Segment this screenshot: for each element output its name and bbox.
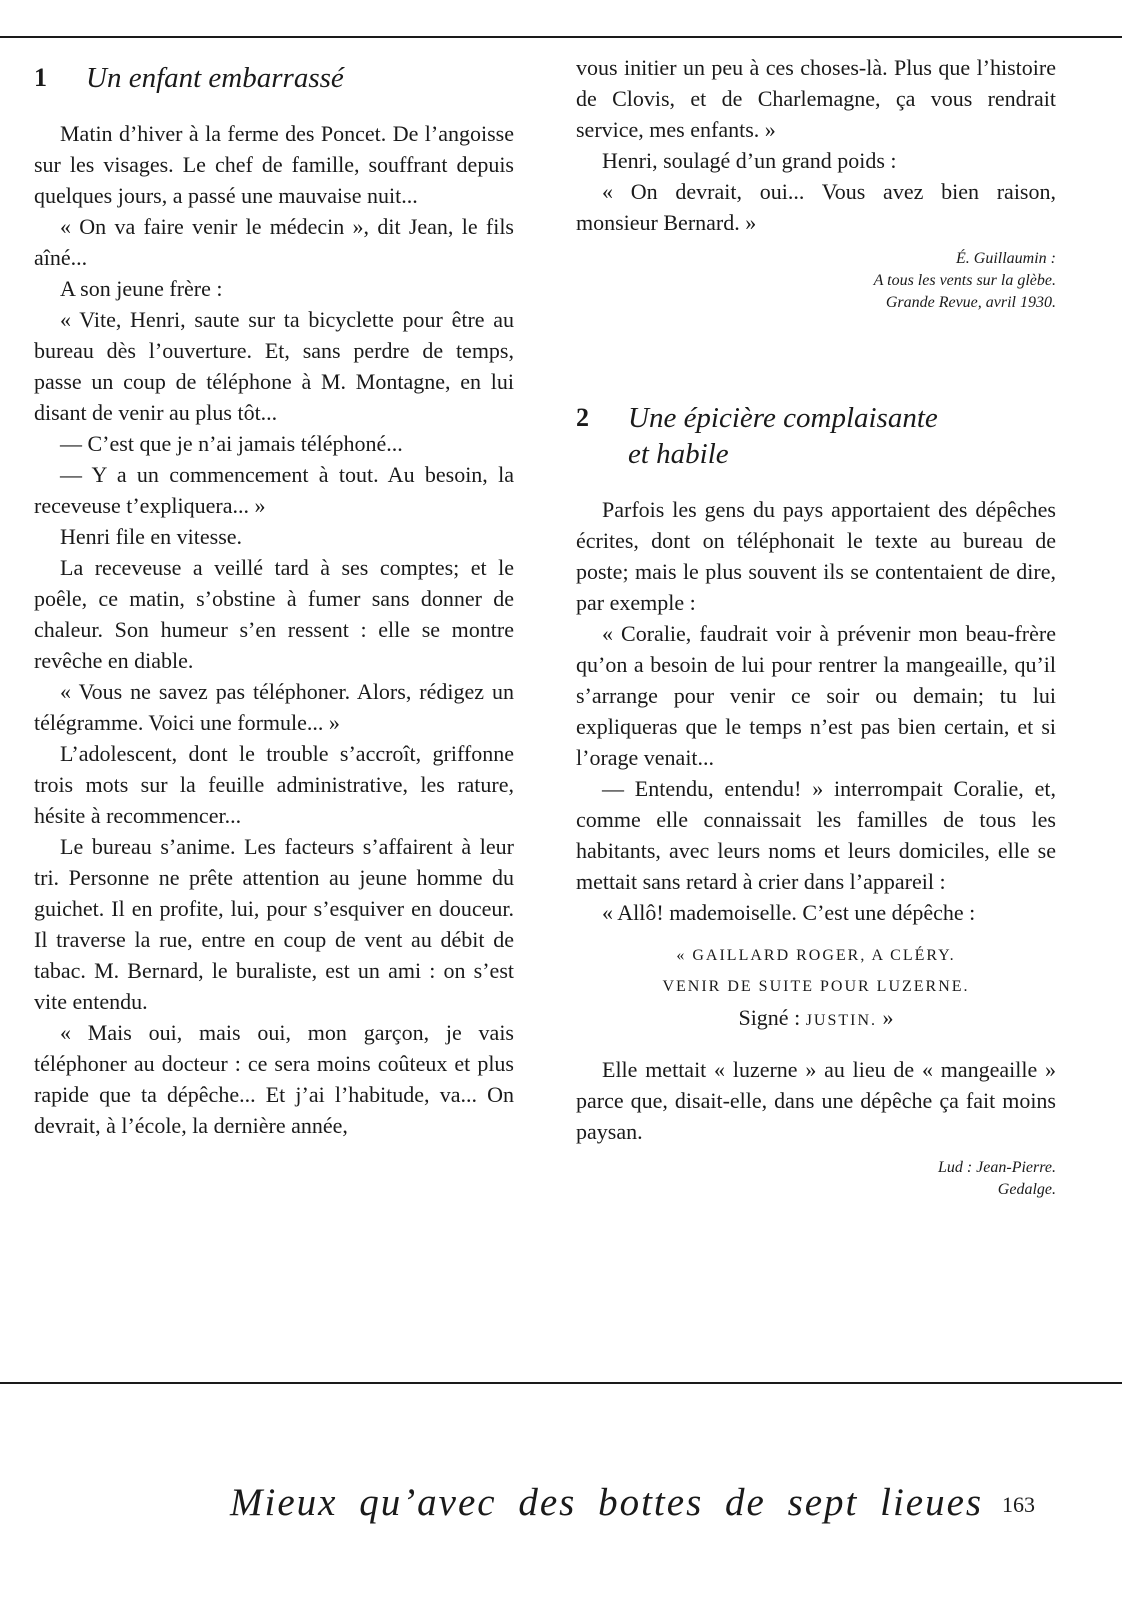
paragraph: Le bureau s’anime. Les facteurs s’affairent à leur tri. Personne ne prête attention au jeune homme du guichet. Il en profite, lui, pour s’esquiver en douceur. Il traverse la rue, entre en coup de vent au débit de tabac. M. Bernard, le buraliste, est un ami : on s’est vite entendu. xyxy=(34,834,514,1014)
top-rule xyxy=(0,36,1122,38)
paragraph: Parfois les gens du pays apportaient des dépêches écrites, dont on téléphonait le texte au bureau de poste; mais le plus souvent ils se contentaient de dire, par exemple : xyxy=(576,497,1056,615)
paragraph-continuation: vous initier un peu à ces choses-là. Plus que l’histoire de Clovis, et de Charlemagne, ça vous rendrait service, mes enfants. » xyxy=(576,55,1056,142)
source-work: Gedalge. xyxy=(997,1181,1056,1198)
paragraph: « Allô! mademoiselle. C’est une dépêche : xyxy=(602,900,976,925)
section-2-source xyxy=(576,1157,1056,1201)
page-number: 163 xyxy=(1002,1492,1035,1517)
section-2-title-line-1: Une épicière complaisante xyxy=(628,402,938,434)
left-column xyxy=(34,52,514,1141)
section-1-title: Un enfant embarrassé xyxy=(86,62,344,94)
section-2-title-line-2: et habile xyxy=(628,438,729,470)
paragraph: « On va faire venir le médecin », dit Jean, le fils aîné... xyxy=(34,214,514,270)
paragraph: « Vous ne savez pas téléphoner. Alors, rédigez un télégramme. Voici une formule... » xyxy=(34,679,514,735)
signed-label: Signé : xyxy=(738,1005,801,1030)
paragraph: « On devrait, oui... Vous avez bien raison, monsieur Bernard. » xyxy=(576,179,1056,235)
right-column xyxy=(576,52,1056,1201)
paragraph: « Coralie, faudrait voir à prévenir mon beau-frère qu’on a besoin de lui pour rentrer la mangeaille, qu’il s’arrange pour venir ce soir ou demain; tu lui expliqueras que le temps n’est pas bien certain, et si l’orage venait... xyxy=(576,621,1056,770)
paragraph: — Y a un commencement à tout. Au besoin, la receveuse t’expliquera... » xyxy=(34,462,514,518)
section-1-heading xyxy=(34,60,514,96)
telegram-close-quote: » xyxy=(882,1005,894,1030)
signed-name: JUSTIN. xyxy=(805,1012,878,1029)
telegram-line-2: VENIR DE SUITE POUR LUZERNE. xyxy=(662,978,970,995)
paragraph: L’adolescent, dont le trouble s’accroît, griffonne trois mots sur la feuille administrative, les rature, hésite à recommencer... xyxy=(34,741,514,828)
section-2-number: 2 xyxy=(576,403,589,432)
paragraph: Henri file en vitesse. xyxy=(60,524,243,549)
section-1-source xyxy=(576,248,1056,314)
running-footer-title: Mieux qu’avec des bottes de sept lieues xyxy=(230,1481,984,1524)
paragraph: « Vite, Henri, saute sur ta bicyclette pour être au bureau dès l’ouverture. Et, sans perdre de temps, passe un coup de téléphone à M. Montagne, en lui disant de venir au plus tôt... xyxy=(34,307,514,425)
source-work: A tous les vents sur la glèbe. xyxy=(873,272,1056,289)
paragraph: — C’est que je n’ai jamais téléphoné... xyxy=(60,431,403,456)
source-author: É. Guillaumin : xyxy=(956,250,1056,267)
paragraph: A son jeune frère : xyxy=(60,276,223,301)
telegram-signature xyxy=(576,1002,1056,1036)
section-2-title xyxy=(628,400,938,472)
section-1-number: 1 xyxy=(34,63,47,92)
paragraph: Henri, soulagé d’un grand poids : xyxy=(602,148,897,173)
section-2-heading xyxy=(576,400,1056,472)
telegram-line-1: « GAILLARD ROGER, A CLÉRY. xyxy=(676,947,956,964)
closing-paragraph: Elle mettait « luzerne » au lieu de « mangeaille » parce que, disait-elle, dans une dépêche ça fait moins paysan. xyxy=(576,1057,1056,1144)
paragraph: Matin d’hiver à la ferme des Poncet. De l’angoisse sur les visages. Le chef de famille, souffrant depuis quelques jours, a passé une mauvaise nuit... xyxy=(34,121,514,208)
paragraph: — Entendu, entendu! » interrompait Coralie, et, comme elle connaissait les familles de tous les habitants, avec leurs noms et leurs domiciles, elle se mettait sans retard à crier dans l’appareil : xyxy=(576,776,1056,894)
paragraph: La receveuse a veillé tard à ses comptes; et le poêle, ce matin, s’obstine à fumer sans donner de chaleur. Son humeur s’en ressent : elle se montre revêche en diable. xyxy=(34,555,514,673)
telegram-text xyxy=(576,940,1056,1036)
section-gap xyxy=(576,314,1056,392)
source-publication: Grande Revue, avril 1930. xyxy=(885,294,1056,311)
bottom-rule xyxy=(0,1382,1122,1384)
paragraph: « Mais oui, mais oui, mon garçon, je vais téléphoner au docteur : ce sera moins coûteux et plus rapide que ta dépêche... Et j’ai l’habitude, va... On devrait, à l’école, la dernière année, xyxy=(34,1020,514,1138)
source-author: Lud : Jean-Pierre. xyxy=(937,1159,1056,1176)
